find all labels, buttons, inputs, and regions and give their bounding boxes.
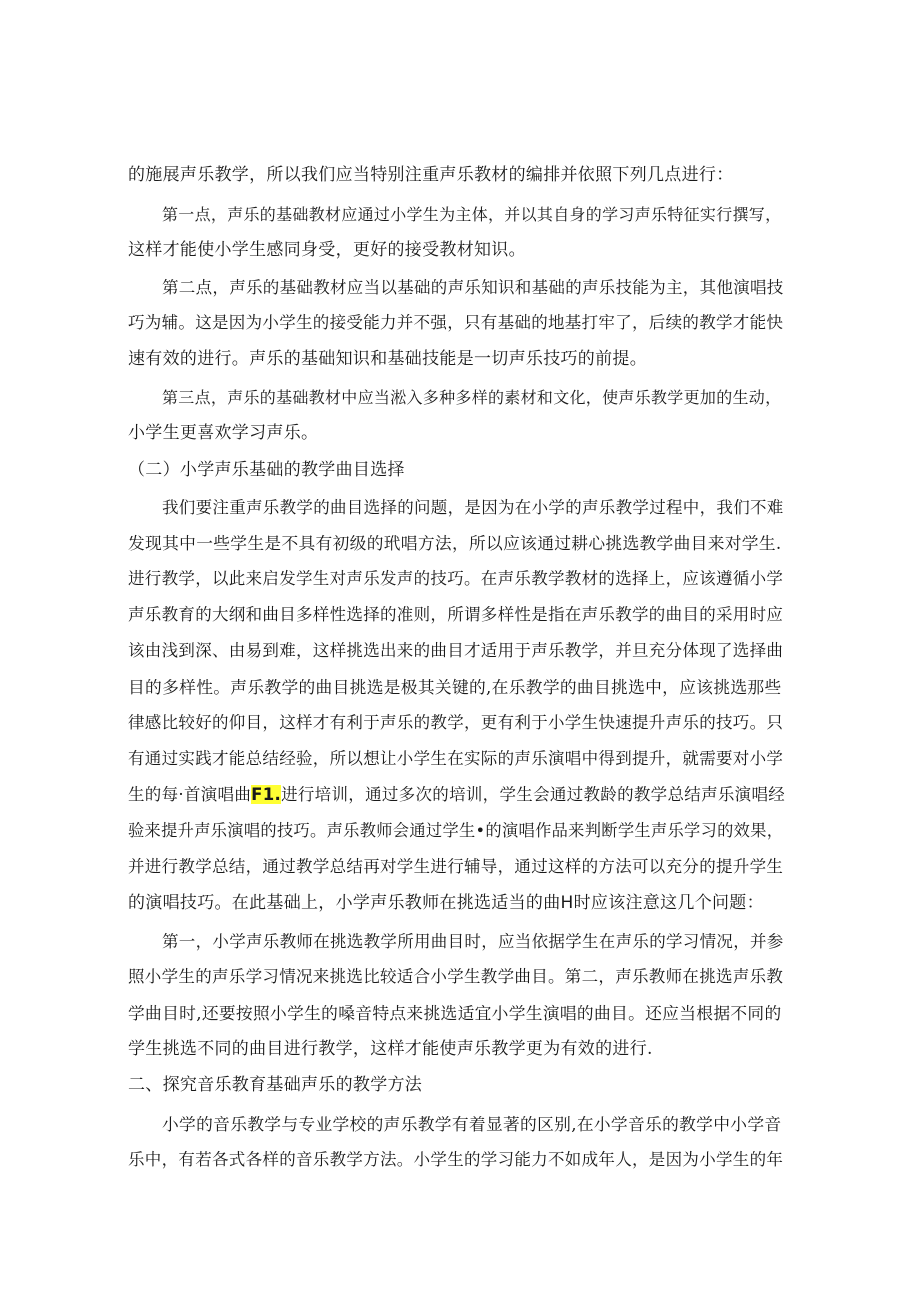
paragraph-line: 小学生更喜欢学习声乐。 <box>128 423 319 443</box>
line-text: 进行培训，通过多次的培训，学生会通过教龄的教学总结声乐演唱经 <box>281 785 786 804</box>
paragraph-line: 第三点，声乐的基础教材中应当淞入多种多样的素材和文化，使声乐教学更加的生动， <box>162 388 782 407</box>
paragraph-line: 有通过实践才能总结经验，所以想让小学生在实际的声乐演唱中得到提升，就需要对小学 <box>128 749 784 768</box>
paragraph-line: 目的多样性。声乐教学的曲目挑选是极其关键的,在乐教学的曲目挑选中，应该挑选那些 <box>128 677 782 697</box>
paragraph-line: 进行教学，以此来启发学生对声乐发声的技巧。在声乐教学教材的选择上，应该遵循小学 <box>128 569 784 588</box>
paragraph-line: 学曲目时,还要按照小学生的嗓音特点来挑选适宜小学生演唱的曲目。还应当根据不同的 <box>128 1003 782 1023</box>
paragraph-line: 巧为辅。这是因为小学生的接受能力并不强，只有基础的地基打牢了，后续的教学才能快 <box>128 313 784 332</box>
paragraph-line: 该由浅到深、由易到难，这样挑选出来的曲目才适用于声乐教学，并旦充分体现了选择曲 <box>128 641 784 660</box>
line-text: 生的每·首演唱曲 <box>128 785 252 804</box>
paragraph-line: 第一，小学声乐教师在挑选教学所用曲目时，应当依据学生在声乐的学习情况，并参 <box>162 932 784 951</box>
paragraph-line: 声乐教育的大纲和曲目多样性选择的准则，所谓多样性是指在声乐教学的曲目的采用时应 <box>128 605 784 624</box>
paragraph-line: 并进行教学总结，通过教学总结再对学生进行辅导，通过这样的方法可以充分的提升学生 <box>128 857 784 876</box>
paragraph-line: 我们要注重声乐教学的曲目选择的问题，是因为在小学的声乐教学过程中，我们不难 <box>162 498 784 517</box>
paragraph-line: 照小学生的声乐学习情况来挑选比较适合小学生教学曲目。第二，声乐教师在挑选声乐教 <box>128 967 784 986</box>
paragraph-line: 学生挑选不同的曲目进行教学，这样才能使声乐教学更为有效的进行. <box>128 1039 653 1059</box>
paragraph-line: 第一点，声乐的基础教材应通过小学生为主体，并以其自身的学习声乐特征实行撰写， <box>162 205 782 224</box>
paragraph-line: 这样才能使小学生感同身受，更好的接受教材知识。 <box>128 240 526 260</box>
section-heading: （二）小学声乐基础的教学曲目选择 <box>128 460 405 480</box>
paragraph-line: 律感比较好的仰目，这样才有利于声乐的教学，更有利于小学生快速提升声乐的技巧。只 <box>128 713 784 732</box>
paragraph-line: 第二点，声乐的基础教材应当以基础的声乐知识和基础的声乐技能为主，其他演唱技 <box>162 278 784 297</box>
paragraph-line: 验来提升声乐演唱的技巧。声乐教师会通过学生•的演唱作品来判断学生声乐学习的效果， <box>128 821 784 840</box>
paragraph-line: 速有效的进行。声乐的基础知识和基础技能是一切声乐技巧的前提。 <box>128 349 647 369</box>
highlighted-marker: F1. <box>251 785 282 804</box>
paragraph-line: 发现其中一些学生是不具有初级的玳唱方法，所以应该通过耕心挑选教学曲目来对学生. <box>128 533 782 553</box>
section-heading: 二、探究音乐教育基础声乐的教学方法 <box>128 1075 423 1095</box>
paragraph-line: 乐中，有若各式各样的音乐教学方法。小学生的学习能力不如成年人，是因为小学生的年 <box>128 1150 784 1169</box>
paragraph-line: 小学的音乐教学与专业学校的声乐教学有着显著的区别,在小学音乐的教学中小学音 <box>162 1114 782 1134</box>
paragraph-line <box>128 891 788 915</box>
line-text: H <box>560 893 574 913</box>
paragraph-line: 的施展声乐教学，所以我们应当特别注重声乐教材的编排并依照下列几点进行： <box>128 165 734 185</box>
line-text: 的演唱技巧。在此基础上，小学声乐教师在挑选适当的曲 <box>128 893 561 913</box>
line-text: 时应该注意这几个问题： <box>573 893 764 913</box>
paragraph-line <box>128 783 788 807</box>
